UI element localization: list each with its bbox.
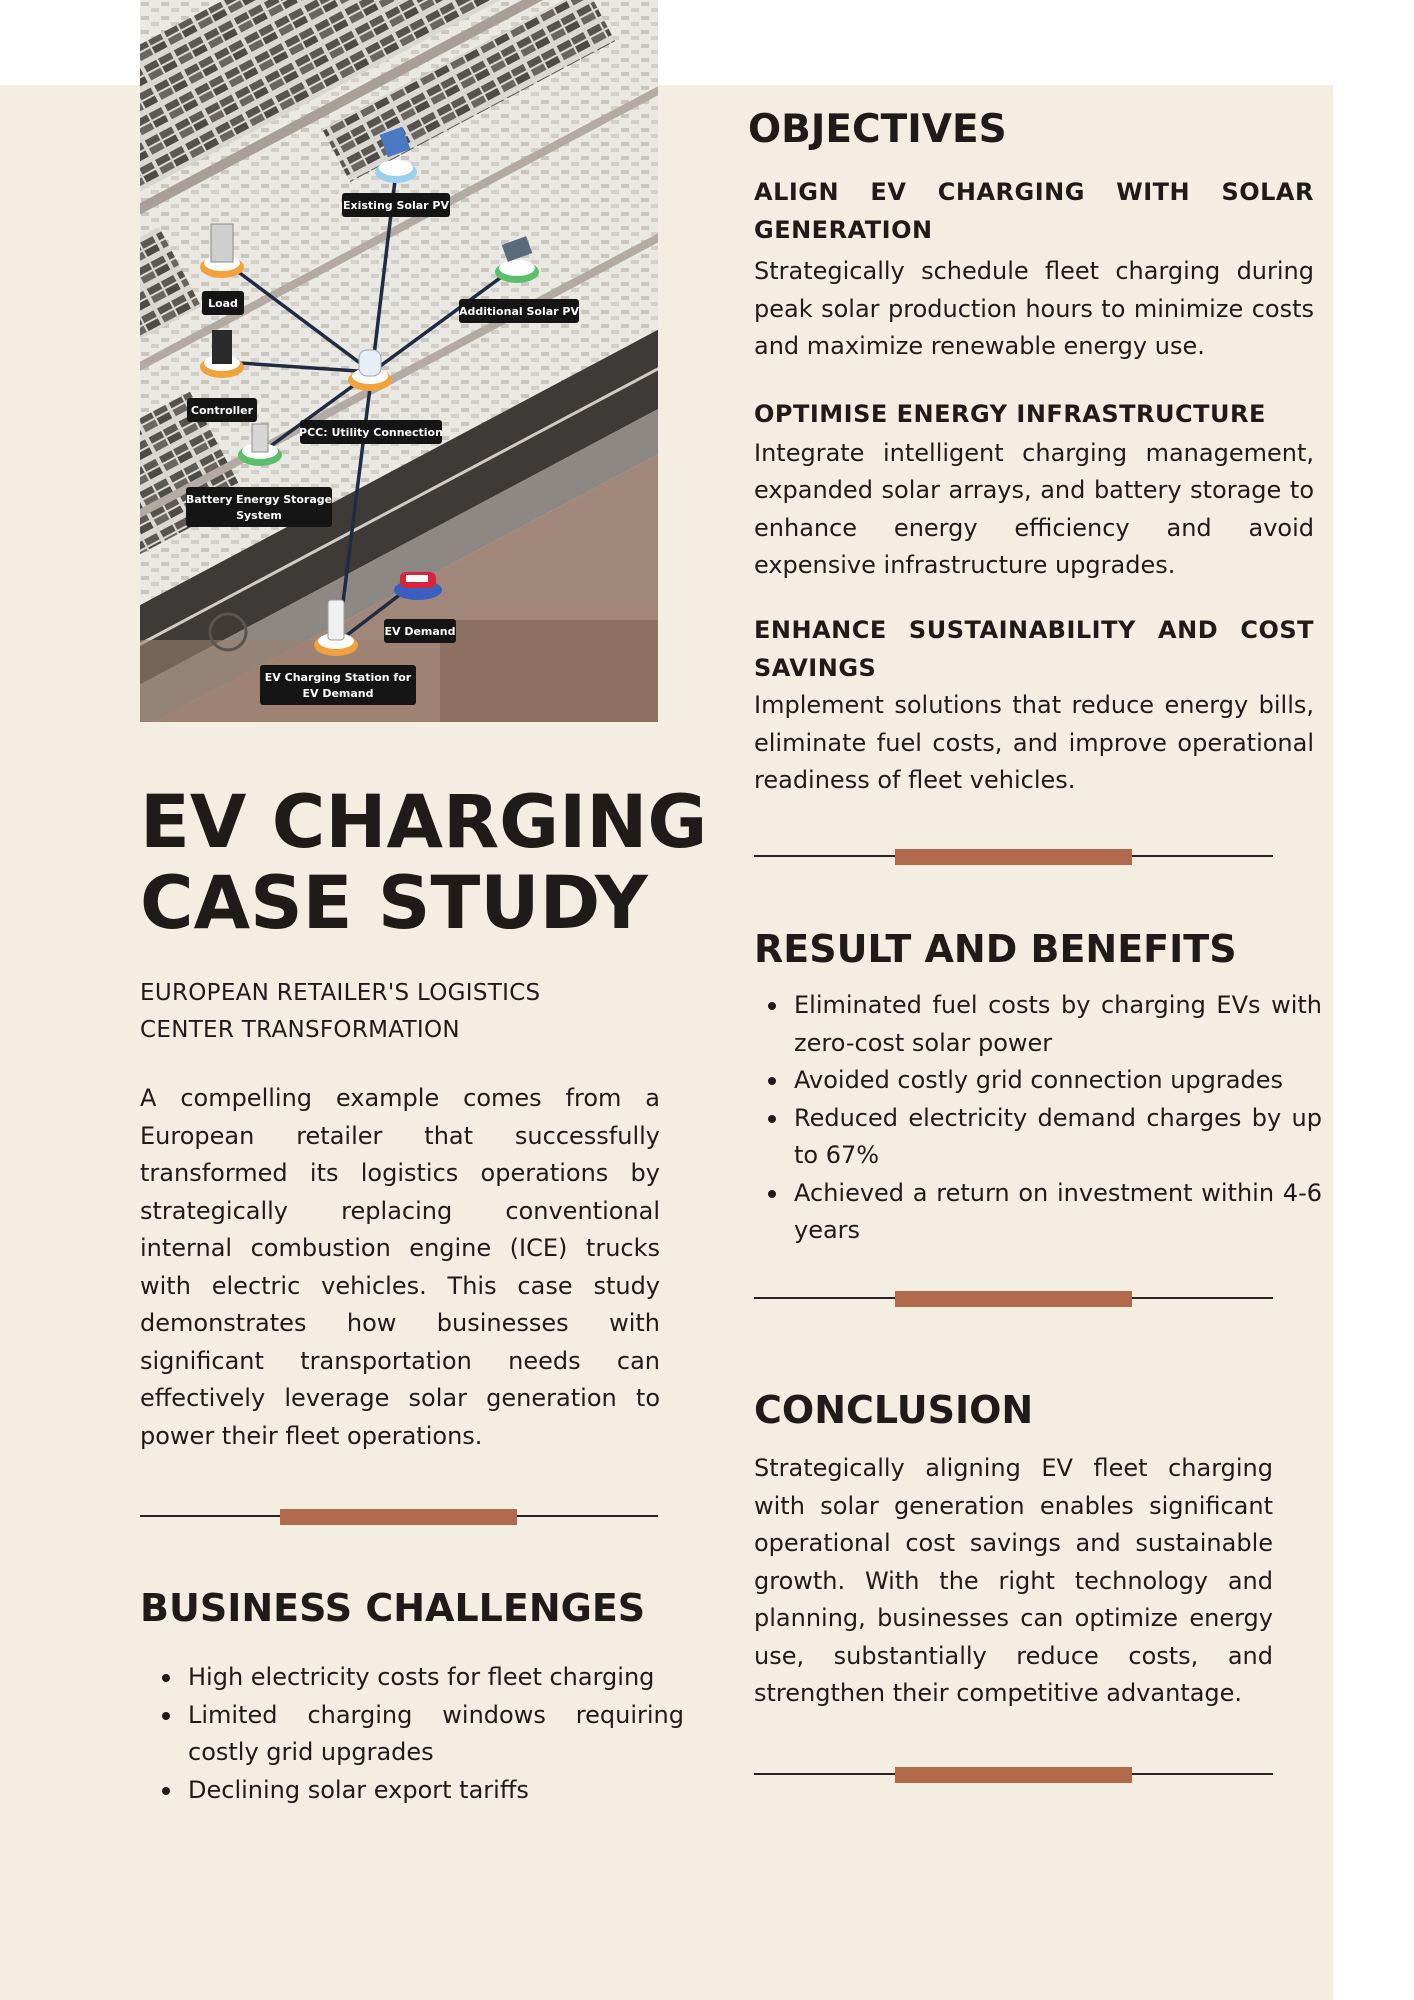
- objective-3-text: Implement solutions that reduce energy bills, eliminate fuel costs, and improve operational readiness of fleet vehicles.: [754, 691, 1314, 794]
- objective-1-text: Strategically schedule fleet charging during peak solar production hours to minimize costs and maximize renewable energy use.: [754, 257, 1314, 360]
- objective-2-title: OPTIMISE ENERGY INFRASTRUCTURE: [754, 400, 1266, 428]
- svg-text:Battery Energy Storage: Battery Energy Storage: [185, 493, 333, 506]
- subtitle-line-2: CENTER TRANSFORMATION: [140, 1017, 460, 1043]
- site-diagram-image: [140, 0, 658, 722]
- divider-objectives: [754, 845, 1273, 867]
- ev-demand-node-icon: [394, 572, 442, 600]
- svg-text:Existing Solar PV: Existing Solar PV: [343, 199, 449, 212]
- subtitle-line-1: EUROPEAN RETAILER'S LOGISTICS: [140, 980, 541, 1006]
- svg-text:EV Demand: EV Demand: [384, 625, 456, 638]
- list-item: Achieved a return on investment within 4-6 years: [754, 1175, 1322, 1250]
- list-item: Declining solar export tariffs: [148, 1772, 684, 1810]
- objective-1-title: ALIGN EV CHARGING WITH SOLAR GENERATION: [754, 178, 1314, 244]
- divider-left: [140, 1505, 658, 1527]
- challenges-heading: BUSINESS CHALLENGES: [140, 1586, 646, 1630]
- svg-text:EV Demand: EV Demand: [302, 687, 374, 700]
- page-title: [140, 782, 740, 944]
- objective-2: [754, 396, 1314, 585]
- label-battery-energy-storage: [186, 487, 332, 527]
- title-line-1: EV CHARGING: [140, 780, 708, 865]
- svg-text:Controller: Controller: [190, 404, 254, 417]
- svg-text:EV Charging Station for: EV Charging Station for: [264, 671, 412, 684]
- objective-3-title: ENHANCE SUSTAINABILITY AND COST SAVINGS: [754, 616, 1314, 682]
- conclusion-heading: CONCLUSION: [754, 1388, 1034, 1432]
- list-item: Limited charging windows requiring costly grid upgrades: [148, 1697, 684, 1772]
- challenges-list: [148, 1659, 684, 1809]
- label-additional-solar-pv: [459, 299, 579, 323]
- divider-results: [754, 1287, 1273, 1309]
- label-load: [202, 291, 244, 315]
- objectives-heading: OBJECTIVES: [748, 107, 1007, 152]
- divider-conclusion: [754, 1763, 1273, 1785]
- title-line-2: CASE STUDY: [140, 861, 648, 946]
- svg-text:Additional Solar PV: Additional Solar PV: [459, 305, 579, 318]
- list-item: Reduced electricity demand charges by up to 67%: [754, 1100, 1322, 1175]
- label-ev-charging-station: [260, 665, 416, 705]
- label-existing-solar-pv: [342, 193, 450, 217]
- subtitle: [140, 975, 660, 1049]
- results-list: [754, 987, 1322, 1250]
- svg-text:PCC: Utility Connection: PCC: Utility Connection: [299, 426, 443, 439]
- results-heading: RESULT AND BENEFITS: [754, 927, 1237, 971]
- intro-paragraph: A compelling example comes from a European retailer that successfully transformed its logistics operations by strategically replacing conventional internal combustion engine (ICE) trucks with electric vehicles. This case study demonstrates how businesses with significant transportation needs can effectively leverage solar generation to power their fleet operations.: [140, 1084, 660, 1450]
- label-pcc-utility-connection: [299, 420, 443, 444]
- conclusion-paragraph: Strategically aligning EV fleet charging with solar generation enables significant operational cost savings and sustainable growth. With the right technology and planning, businesses can optimize energy use, substantially reduce costs, and strengthen their competitive advantage.: [754, 1454, 1273, 1707]
- label-ev-demand: [384, 619, 456, 643]
- list-item: High electricity costs for fleet charging: [148, 1659, 684, 1697]
- svg-text:System: System: [236, 509, 282, 522]
- svg-text:Load: Load: [208, 297, 238, 310]
- objective-1: [754, 174, 1314, 366]
- label-controller: [187, 398, 257, 422]
- list-item: Avoided costly grid connection upgrades: [754, 1062, 1322, 1100]
- list-item: Eliminated fuel costs by charging EVs with zero-cost solar power: [754, 987, 1322, 1062]
- objective-3: [754, 612, 1314, 800]
- objective-2-text: Integrate intelligent charging management, expanded solar arrays, and battery storage to enhance energy efficiency and avoid expensive infrastructure upgrades.: [754, 438, 1314, 579]
